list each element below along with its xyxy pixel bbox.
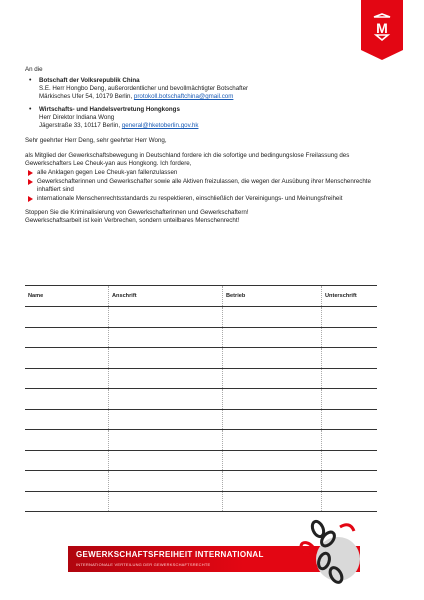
company-cell[interactable]: [223, 307, 322, 328]
signature-cell[interactable]: [322, 491, 378, 512]
table-header-row: [25, 286, 377, 307]
column-header-name: Name: [25, 286, 109, 307]
company-cell[interactable]: [223, 450, 322, 471]
table-row: [25, 430, 377, 451]
table-row: [25, 409, 377, 430]
company-cell[interactable]: [223, 348, 322, 369]
table-row: [25, 450, 377, 471]
table-row: [25, 471, 377, 492]
signature-cell[interactable]: [322, 409, 378, 430]
demand-item: internationale Menschenrechtsstandards zu respektieren, einschließlich der Vereinigungs- und Meinungsfreiheit: [25, 195, 377, 203]
company-cell[interactable]: [223, 389, 322, 410]
banner-subtitle: INTERNATIONALE VERTEILUNG DER GEWERKSCHAFTSRECHTE: [76, 562, 211, 567]
name-cell[interactable]: [25, 430, 109, 451]
name-cell[interactable]: [25, 389, 109, 410]
name-cell[interactable]: [25, 491, 109, 512]
banner-title: GEWERKSCHAFTSFREIHEIT INTERNATIONAL: [76, 550, 264, 559]
table-row: [25, 389, 377, 410]
recipient-name: Wirtschafts- und Handelsvertretung Hongkongs: [39, 106, 180, 113]
name-cell[interactable]: [25, 450, 109, 471]
signature-cell[interactable]: [322, 430, 378, 451]
broken-chain-icon: [296, 515, 360, 587]
table-row: [25, 348, 377, 369]
signature-table: [25, 285, 377, 512]
bullet-icon: •: [29, 106, 32, 113]
address-intro: An die: [25, 66, 43, 73]
table-row: [25, 491, 377, 512]
table-row: [25, 307, 377, 328]
demand-item: Gewerkschafterinnen und Gewerkschafter sowie alle Aktiven freizulassen, die wegen der Ausübung ihrer Menschenrechte inhaftiert sind: [25, 178, 377, 194]
signature-cell[interactable]: [322, 450, 378, 471]
name-cell[interactable]: [25, 348, 109, 369]
name-cell[interactable]: [25, 368, 109, 389]
address-cell[interactable]: [109, 307, 223, 328]
recipient-address: Märkisches Ufer 54, 10179 Berlin, protokoll.botschaftchina@gmail.com: [39, 93, 234, 100]
name-cell[interactable]: [25, 307, 109, 328]
demands-list: [25, 169, 377, 203]
address-cell[interactable]: [109, 491, 223, 512]
signature-cell[interactable]: [322, 471, 378, 492]
company-cell[interactable]: [223, 409, 322, 430]
company-cell[interactable]: [223, 471, 322, 492]
demand-item: alle Anklagen gegen Lee Cheuk-yan fallenzulassen: [25, 169, 377, 177]
ig-metall-logo: [361, 0, 403, 60]
address-cell[interactable]: [109, 430, 223, 451]
letter-body: [25, 66, 377, 225]
company-cell[interactable]: [223, 368, 322, 389]
address-cell[interactable]: [109, 409, 223, 430]
address-cell[interactable]: [109, 348, 223, 369]
recipient-address: Jägerstraße 33, 10117 Berlin, general@hketoberlin.gov.hk: [39, 122, 199, 129]
svg-text:M: M: [376, 20, 388, 36]
recipient-line: Herr Direktor Indiana Wong: [39, 114, 115, 121]
name-cell[interactable]: [25, 471, 109, 492]
company-cell[interactable]: [223, 491, 322, 512]
recipient-line: S.E. Herr Hongbo Deng, außerordentlicher und bevollmächtigter Botschafter: [39, 85, 249, 92]
closing-statement: Stoppen Sie die Kriminalisierung von Gewerkschafterinnen und Gewerkschaftern! Gewerkschaftsarbeit ist kein Verbrechen, sondern unteilbares Menschenrecht!: [25, 209, 249, 224]
signature-cell[interactable]: [322, 327, 378, 348]
signature-cell[interactable]: [322, 348, 378, 369]
email-link[interactable]: general@hketoberlin.gov.hk: [121, 122, 199, 129]
table-row: [25, 327, 377, 348]
recipient-hketo: [25, 106, 377, 130]
name-cell[interactable]: [25, 327, 109, 348]
column-header-signature: Unterschrift: [322, 286, 378, 307]
recipient-embassy: [25, 77, 377, 101]
recipient-name: Botschaft der Volksrepublik China: [39, 77, 140, 84]
column-header-address: Anschrift: [109, 286, 223, 307]
address-cell[interactable]: [109, 327, 223, 348]
table-row: [25, 368, 377, 389]
signature-cell[interactable]: [322, 307, 378, 328]
name-cell[interactable]: [25, 409, 109, 430]
address-cell[interactable]: [109, 471, 223, 492]
company-cell[interactable]: [223, 430, 322, 451]
signature-cell[interactable]: [322, 389, 378, 410]
address-cell[interactable]: [109, 389, 223, 410]
bullet-icon: •: [29, 77, 32, 84]
triangle-bullet-icon: [28, 179, 33, 185]
column-header-company: Betrieb: [223, 286, 322, 307]
address-cell[interactable]: [109, 368, 223, 389]
company-cell[interactable]: [223, 327, 322, 348]
intro-paragraph: als Mitglied der Gewerkschaftsbewegung in Deutschland fordere ich die sofortige und bedingungslose Freilassung des Gewerkschafters Lee Cheuk-yan aus Hongkong. Ich fordere,: [25, 152, 350, 167]
greeting: Sehr geehrter Herr Deng, sehr geehrter Herr Wong,: [25, 137, 167, 144]
triangle-bullet-icon: [28, 170, 33, 176]
address-cell[interactable]: [109, 450, 223, 471]
signature-cell[interactable]: [322, 368, 378, 389]
triangle-bullet-icon: [28, 196, 33, 202]
email-link[interactable]: protokoll.botschaftchina@gmail.com: [133, 93, 234, 100]
